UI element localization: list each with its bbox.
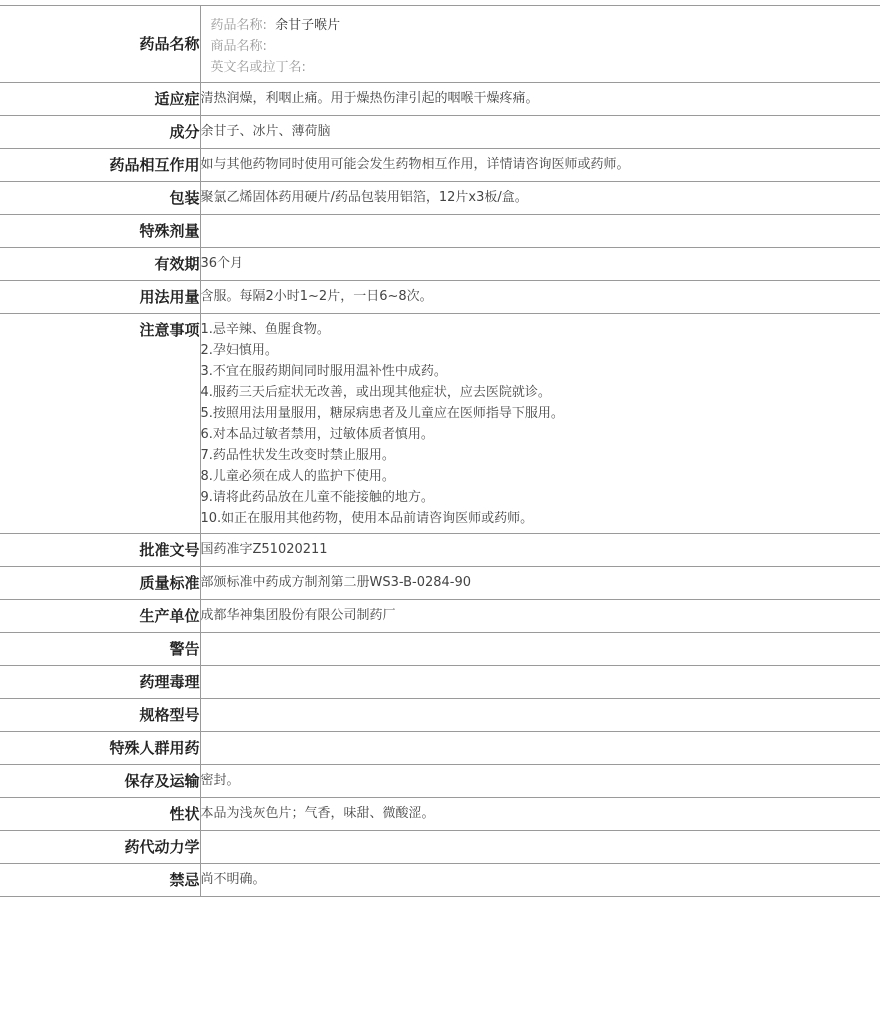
list-item: 6.对本品过敏者禁用，过敏体质者慎用。 [200,427,434,442]
row-specification [0,699,880,732]
row-value: 聚氯乙烯固体药用硬片/药品包装用铝箔，12片x3板/盒。 [200,182,880,215]
row-label: 质量标准 [0,567,200,600]
row-approval [0,534,880,567]
list-item: 2.孕妇慎用。 [200,343,278,358]
row-label: 特殊剂量 [0,215,200,248]
row-label: 用法用量 [0,281,200,314]
row-standard [0,567,880,600]
row-interactions [0,149,880,182]
precautions-list [200,314,880,534]
row-label: 批准文号 [0,534,200,567]
row-indications [0,83,880,116]
row-special-groups [0,732,880,765]
row-label: 药品名称 [0,6,200,83]
row-warning [0,633,880,666]
row-label: 成分 [0,116,200,149]
row-value: 成都华神集团股份有限公司制药厂 [200,600,880,633]
row-usage [0,281,880,314]
row-value: 密封。 [200,765,880,798]
list-item: 4.服药三天后症状无改善，或出现其他症状，应去医院就诊。 [200,385,551,400]
row-value [200,666,880,699]
row-value: 部颁标准中药成方制剂第二册WS3-B-0284-90 [200,567,880,600]
drug-info-table [0,5,880,897]
list-item: 1.忌辛辣、鱼腥食物。 [200,322,330,337]
row-value [200,215,880,248]
row-value [200,831,880,864]
row-value: 36个月 [200,248,880,281]
row-value: 如与其他药物同时使用可能会发生药物相互作用，详情请咨询医师或药师。 [200,149,880,182]
row-label: 药代动力学 [0,831,200,864]
row-label: 包装 [0,182,200,215]
row-drug-name [0,6,880,83]
row-packaging [0,182,880,215]
list-item: 7.药品性状发生改变时禁止服用。 [200,448,395,463]
row-value: 尚不明确。 [200,864,880,897]
list-item: 8.儿童必须在成人的监护下使用。 [200,469,395,484]
row-label: 性状 [0,798,200,831]
row-label: 适应症 [0,83,200,116]
row-value: 含服。每隔2小时1~2片，一日6~8次。 [200,281,880,314]
row-storage [0,765,880,798]
row-description [0,798,880,831]
row-value: 清热润燥，利咽止痛。用于燥热伤津引起的咽喉干燥疼痛。 [200,83,880,116]
row-value: 余甘子、冰片、薄荷脑 [200,116,880,149]
row-pharmacokinetics [0,831,880,864]
row-contraindications [0,864,880,897]
row-precautions [0,314,880,534]
row-shelf-life [0,248,880,281]
row-label: 警告 [0,633,200,666]
row-label: 注意事项 [0,314,200,534]
row-label: 药品相互作用 [0,149,200,182]
list-item: 10.如正在服用其他药物，使用本品前请咨询医师或药师。 [200,511,534,526]
english-name-label: 英文名或拉丁名: [210,60,306,75]
drug-name-label: 药品名称: [210,18,267,33]
row-label: 规格型号 [0,699,200,732]
row-label: 生产单位 [0,600,200,633]
row-label: 保存及运输 [0,765,200,798]
list-item: 5.按照用法用量服用，糖尿病患者及儿童应在医师指导下服用。 [200,406,564,421]
drug-name-block [200,6,880,83]
row-ingredients [0,116,880,149]
list-item: 3.不宜在服药期间同时服用温补性中成药。 [200,364,447,379]
row-label: 禁忌 [0,864,200,897]
row-label: 药理毒理 [0,666,200,699]
row-value: 国药准字Z51020211 [200,534,880,567]
row-value [200,699,880,732]
row-toxicology [0,666,880,699]
row-value [200,732,880,765]
row-value: 本品为浅灰色片；气香，味甜、微酸涩。 [200,798,880,831]
row-value [200,633,880,666]
row-special-dosage [0,215,880,248]
row-manufacturer [0,600,880,633]
list-item: 9.请将此药品放在儿童不能接触的地方。 [200,490,434,505]
trade-name-label: 商品名称: [210,39,267,54]
drug-name-value: 余甘子喉片 [275,18,341,33]
row-label: 有效期 [0,248,200,281]
row-label: 特殊人群用药 [0,732,200,765]
